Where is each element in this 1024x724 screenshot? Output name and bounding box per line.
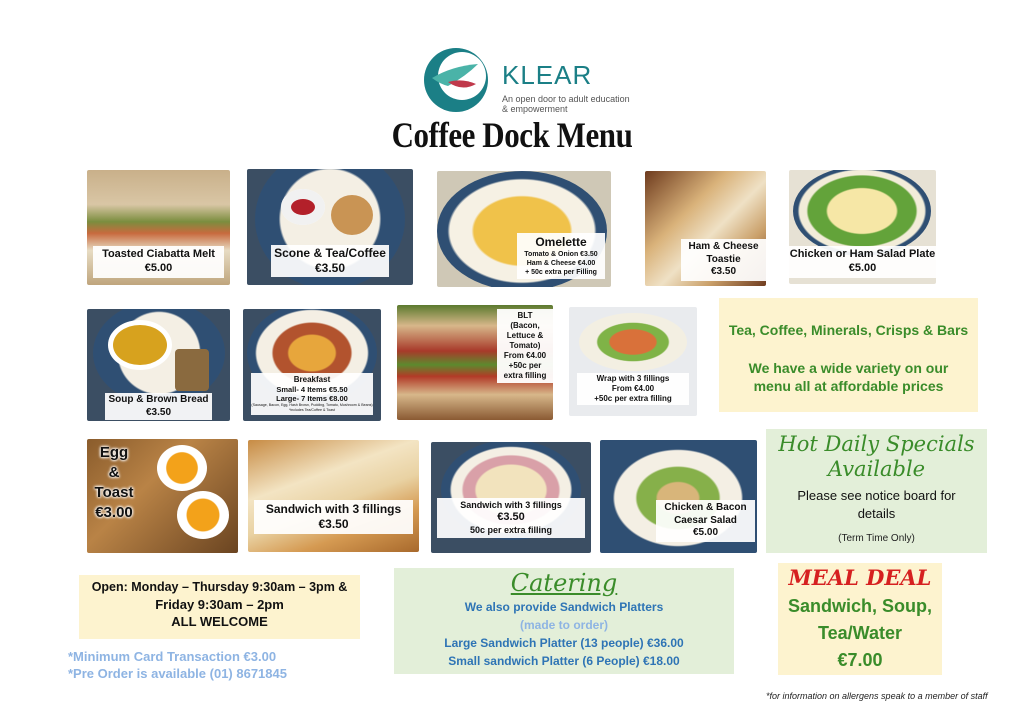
item-detail: Large- 7 Items €8.00 [276, 394, 348, 403]
item-detail: (Sausage, Bacon, Egg, Hash Brown, Pudding, Tomato, Mushroom & Beans) [251, 403, 373, 407]
menu-item-salad-plate [789, 170, 936, 284]
item-detail: + 50c extra per Filling [525, 269, 597, 276]
menu-item-blt [397, 305, 553, 420]
item-name: Toasted Ciabatta Melt [102, 248, 215, 260]
item-name: Wrap with 3 fillings [596, 374, 670, 383]
item-line: Tomato) [509, 341, 541, 350]
catering-box [394, 568, 734, 674]
menu-item-breakfast [243, 309, 381, 421]
item-detail: *includes Tea/Coffee & Toast [289, 408, 335, 412]
menu-item-ciabatta [87, 170, 230, 285]
klear-logo-mark [418, 42, 498, 116]
item-name: Omelette [535, 235, 587, 249]
item-detail: +50c per extra filling [594, 394, 672, 403]
catering-title: Catering [510, 569, 618, 597]
item-name: Caesar Salad [674, 514, 737, 526]
menu-item-scone [247, 169, 413, 285]
menu-item-sandwich-1 [248, 440, 419, 552]
item-line: Lettuce & [506, 331, 544, 340]
drinks-info-box [719, 298, 978, 412]
item-detail: Tomato & Onion €3.50 [524, 251, 598, 258]
item-line: Toast [94, 484, 134, 501]
item-line: extra filling [503, 371, 547, 380]
item-price: €3.50 [318, 517, 349, 531]
item-name: Toastie [706, 253, 741, 265]
item-line: BLT [517, 311, 533, 320]
page-title: Coffee Dock Menu [391, 115, 633, 155]
item-detail: 50c per extra filling [469, 525, 553, 535]
menu-item-caesar-salad [600, 440, 757, 553]
specials-note: (Term Time Only) [838, 533, 915, 544]
meal-deal-title: MEAL DEAL [788, 565, 932, 590]
opening-hours-box [79, 575, 360, 639]
hours-line: Friday 9:30am – 2pm [155, 597, 284, 612]
meal-deal-box [778, 563, 942, 675]
item-price: €3.00 [95, 504, 133, 521]
logo-tagline: An open door to adult education & empowerment [502, 94, 630, 114]
item-price: €3.50 [145, 406, 172, 418]
info-line: We have a wide variety on our [748, 360, 949, 376]
meal-deal-price: €7.00 [837, 650, 883, 670]
specials-box [766, 429, 987, 553]
item-price: €5.00 [144, 261, 173, 274]
item-price: €3.50 [314, 261, 346, 275]
item-name: Chicken or Ham Salad Plate [789, 248, 936, 260]
item-price: €3.50 [710, 266, 737, 277]
item-detail: Ham & Cheese €4.00 [526, 260, 596, 267]
card-note [68, 648, 287, 682]
item-price: €5.00 [692, 527, 719, 538]
item-line: (Bacon, [510, 321, 540, 330]
item-name: Sandwich with 3 fillings [265, 502, 402, 516]
specials-title: Available [827, 457, 926, 481]
specials-body: details [857, 506, 896, 521]
item-name: Soup & Brown Bread [108, 394, 209, 405]
item-detail: Small- 4 Items €5.50 [276, 385, 348, 394]
meal-deal-line: Sandwich, Soup, [787, 596, 932, 616]
menu-item-toastie [645, 171, 766, 286]
catering-line: We also provide Sandwich Platters [464, 600, 664, 614]
item-line: +50c per [508, 361, 542, 370]
item-name: Sandwich with 3 fillings [460, 500, 562, 510]
item-line: & [108, 464, 120, 481]
catering-line: Large Sandwich Platter (13 people) €36.00 [444, 636, 684, 650]
item-name: Scone & Tea/Coffee [274, 246, 386, 260]
menu-item-sandwich-2 [431, 442, 591, 553]
specials-body: Please see notice board for [797, 488, 956, 503]
menu-item-omelette [437, 171, 611, 287]
catering-line: Small sandwich Platter (6 People) €18.00 [448, 654, 680, 668]
item-detail: From €4.00 [611, 384, 655, 393]
card-line: *Minimum Card Transaction €3.00 [68, 649, 277, 664]
hours-line: ALL WELCOME [171, 614, 268, 629]
logo-name: KLEAR [502, 60, 593, 90]
hours-line: Open: Monday – Thursday 9:30am – 3pm & [91, 580, 348, 594]
info-line: Tea, Coffee, Minerals, Crisps & Bars [728, 322, 969, 338]
allergen-footer: *for information on allergens speak to a member of staff [766, 691, 988, 701]
menu-item-egg-toast [87, 439, 238, 553]
meal-deal-line: Tea/Water [817, 623, 903, 643]
info-line: menu all at affordable prices [753, 378, 944, 394]
item-line: Egg [99, 444, 129, 461]
item-name: Breakfast [293, 375, 331, 384]
catering-line: (made to order) [519, 618, 608, 632]
item-name: Ham & Cheese [688, 241, 759, 252]
item-price: €5.00 [848, 261, 877, 274]
menu-item-wrap [569, 307, 697, 416]
menu-item-soup [87, 309, 230, 421]
item-price: €3.50 [497, 511, 525, 524]
specials-title: Hot Daily Specials [778, 432, 975, 456]
item-name: Chicken & Bacon [664, 502, 747, 513]
item-line: From €4.00 [503, 351, 547, 360]
card-line: *Pre Order is available (01) 8671845 [68, 666, 287, 681]
